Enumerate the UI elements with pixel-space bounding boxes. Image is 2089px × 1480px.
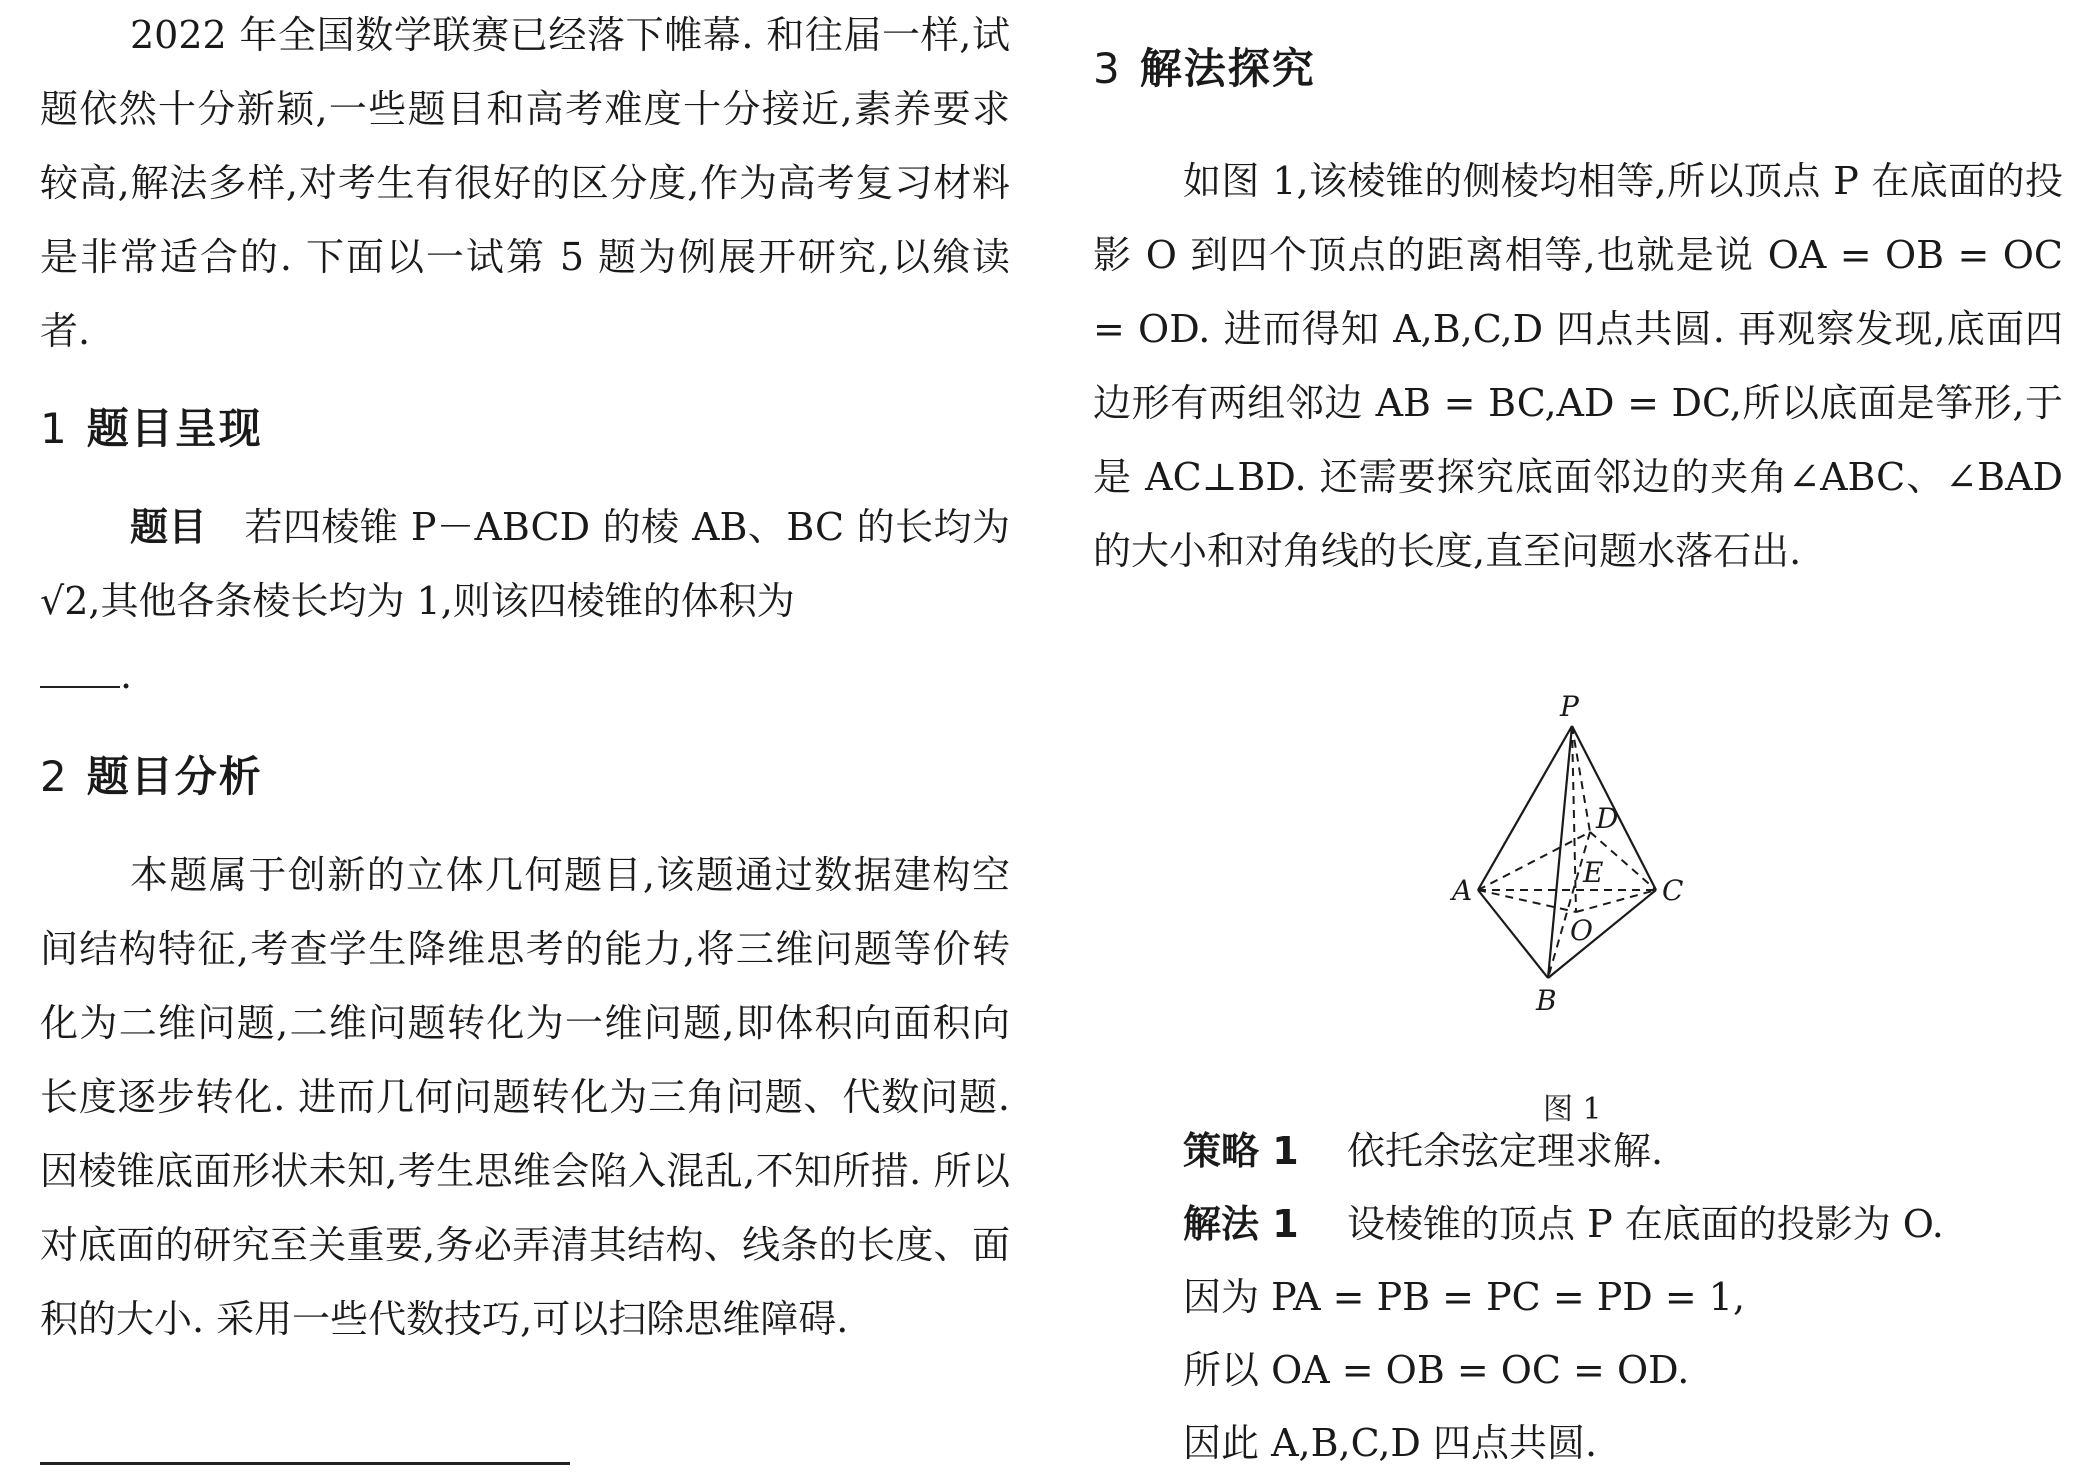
section1-heading [40, 394, 1010, 464]
answer-blank [40, 656, 120, 688]
solution1-line4: 因此 A,B,C,D 四点共圆. [1183, 1421, 1598, 1465]
solution1-text1: 设棱锥的顶点 P 在底面的投影为 O. [1347, 1202, 1944, 1246]
pyramid-figure [1440, 690, 1700, 1020]
strategy1-line [1183, 1115, 2063, 1188]
problem-end: . [120, 653, 133, 697]
strategy1-text: 依托余弦定理求解. [1347, 1129, 1664, 1173]
exploration-paragraph: 如图 1,该棱锥的侧棱均相等,所以顶点 P 在底面的投影 O 到四个顶点的距离相等,也就是说 OA = OB = OC = OD. 进而得知 A,B,C,D 四点共圆. 再观察发现,底面四边形有两组邻边 AB = BC,AD = DC,所以底面是筝形,于是 AC⊥BD. 还需要探究底面邻边的夹角∠ABC、∠BAD 的大小和对角线的长度,直至问题水落石出. [1093, 159, 2063, 573]
problem-text: 若四棱锥 P－ABCD 的棱 AB、BC 的长均为√2,其他各条棱长均为 1,则该四棱锥的体积为 [40, 505, 1010, 623]
strategy1-label: 策略 1 [1183, 1129, 1299, 1173]
section1-number: 1 [40, 404, 69, 453]
label-D: D [1596, 802, 1619, 835]
section1-title: 题目呈现 [86, 404, 263, 453]
edge-CB [1548, 890, 1656, 978]
label-E: E [1583, 856, 1604, 889]
problem-paragraph [40, 490, 1010, 712]
label-C: C [1662, 874, 1684, 907]
figure-caption: 图 1 [1543, 1092, 1602, 1127]
section2-number: 2 [40, 752, 69, 801]
analysis-paragraph: 本题属于创新的立体几何题目,该题通过数据建构空间结构特征,考查学生降维思考的能力,将三维问题等价转化为二维问题,二维问题转化为一维问题,即体积向面积向长度逐步转化. 进而几何问题转化为三角问题、代数问题. 因棱锥底面形状未知,考生思维会陷入混乱,不知所措. 所以对底面的研究至关重要,务必弄清其结构、线条的长度、面积的大小. 采用一些代数技巧,可以扫除思维障碍. [40, 853, 1010, 1341]
section2-heading [40, 742, 1010, 812]
left-column [40, 0, 1010, 1356]
height-PO [1572, 726, 1576, 912]
label-B: B [1536, 984, 1557, 1017]
section2-title: 题目分析 [86, 752, 263, 801]
intro-paragraph: 2022 年全国数学联赛已经落下帷幕. 和往届一样,试题依然十分新颖,一些题目和高考难度十分接近,素养要求较高,解法多样,对考生有很好的区分度,作为高考复习材料是非常适合的. 下面以一试第 5 题为例展开研究,以飨读者. [40, 13, 1010, 353]
section3-heading [1093, 34, 2063, 104]
solution1-line1 [1183, 1188, 2063, 1261]
right-column [1093, 0, 2063, 588]
footnote-rule [40, 1462, 570, 1465]
solution1-line2: 因为 PA = PB = PC = PD = 1, [1183, 1275, 1746, 1319]
problem-label: 题目 [130, 505, 207, 549]
solution1-line3: 所以 OA = OB = OC = OD. [1183, 1348, 1690, 1392]
label-P: P [1560, 690, 1579, 723]
section3-title: 解法探究 [1139, 44, 1316, 93]
label-A: A [1452, 874, 1473, 907]
section3-number: 3 [1093, 44, 1122, 93]
solution1-label: 解法 1 [1183, 1202, 1299, 1246]
solution-block [1183, 1115, 2063, 1480]
label-O: O [1570, 914, 1593, 947]
